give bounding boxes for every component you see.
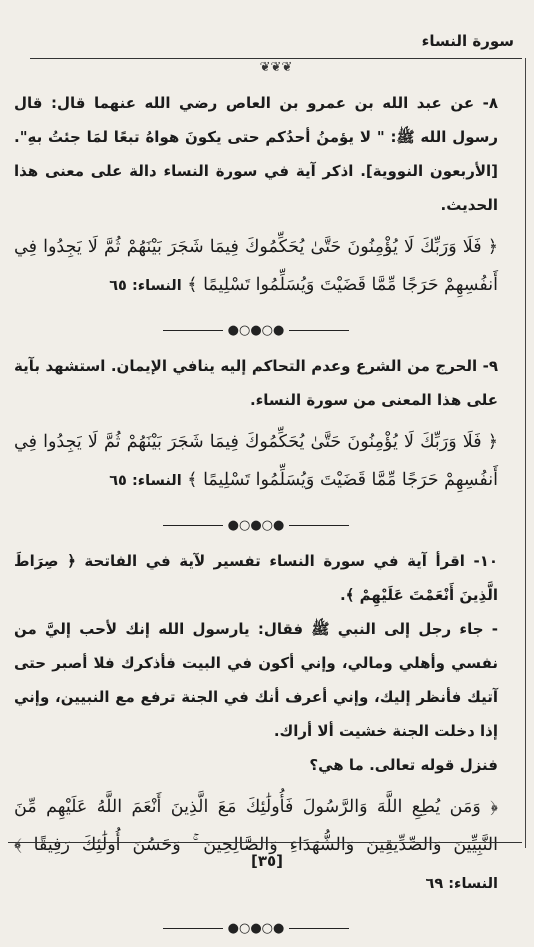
divider-ornament-icon: ●○●○● — [227, 323, 285, 338]
margin-rule — [525, 58, 526, 848]
header-rule — [30, 58, 522, 59]
header-ornament-icon: ❦❦❦ — [259, 60, 293, 75]
section-divider — [14, 917, 498, 941]
verse-reference: النساء: ٦٥ — [109, 473, 182, 489]
question-10: ١٠- اقرأ آية في سورة النساء تفسير لآية في الفاتحة ﴿ صِرَاطَ الَّذِينَ أَنْعَمْتَ عَلَيْهِمْ ﴾. — [14, 552, 498, 604]
verse-block-2 — [14, 423, 498, 500]
page-header — [30, 28, 522, 75]
page-content — [14, 86, 498, 947]
verse-block-1 — [14, 228, 498, 305]
divider-ornament-icon: ●○●○● — [227, 921, 285, 936]
verse-text: ﴿ فَلَا وَرَبِّكَ لَا يُؤْمِنُونَ حَتَّىٰ يُحَكِّمُوكَ فِيمَا شَجَرَ بَيْنَهُمْ ثُمَّ لَا يَجِدُوا فِي أَنفُسِهِمْ حَرَجًا مِّمَّا قَضَيْتَ وَيُسَلِّمُوا تَسْلِيمًا ﴾ — [14, 432, 498, 490]
page-number: [٣٥] — [250, 852, 284, 870]
surah-title: سورة النساء — [421, 32, 514, 50]
divider-ornament-icon: ●○●○● — [227, 518, 285, 533]
question-8: ٨- عن عبد الله بن عمرو بن العاص رضي الله عنهما قال: قال رسول الله ﷺ: " لا يؤمنُ أحدُكم حتى يكونَ هواهُ تبعًا لمَا جئتُ بهِ". [الأربعون النووية]. اذكر آية في سورة النساء دالة على معنى هذا الحديث. — [14, 94, 498, 214]
verse-reference: النساء: ٦٩ — [425, 876, 498, 892]
verse-reference: النساء: ٦٥ — [109, 278, 182, 294]
question-9: ٩- الحرج من الشرع وعدم التحاكم إليه ينافي الإيمان. استشهد بآية على هذا المعنى من سورة النساء. — [14, 357, 498, 409]
verse-block-3 — [14, 788, 498, 903]
verse-text: ﴿ وَمَن يُطِعِ اللَّهَ وَالرَّسُولَ فَأُولَٰئِكَ مَعَ الَّذِينَ أَنْعَمَ اللَّهُ عَلَيْهِم مِّنَ النَّبِيِّينَ وَالصِّدِّيقِينَ وَالشُّهَدَاءِ وَالصَّالِحِينَ ۚ وَحَسُنَ أُولَٰئِكَ رَفِيقًا ﴾ — [14, 797, 498, 855]
question-prompt: فنزل قوله تعالى. ما هي؟ — [309, 756, 498, 774]
section-divider — [14, 319, 498, 343]
section-divider — [14, 514, 498, 538]
hadith-text: - جاء رجل إلى النبي ﷺ فقال: يارسول الله إنك لأحب إليَّ من نفسي وأهلي ومالي، وإني أكون في البيت فأذكرك فلا أصبر حتى آتيك فأنظر إليك، وإني أعرف أنك في الجنة ترفع مع النبيين، وإني إذا دخلت الجنة خشيت ألا أراك. — [14, 620, 498, 740]
verse-text: ﴿ فَلَا وَرَبِّكَ لَا يُؤْمِنُونَ حَتَّىٰ يُحَكِّمُوكَ فِيمَا شَجَرَ بَيْنَهُمْ ثُمَّ لَا يَجِدُوا فِي أَنفُسِهِمْ حَرَجًا مِّمَّا قَضَيْتَ وَيُسَلِّمُوا تَسْلِيمًا ﴾ — [14, 237, 498, 295]
footer-rule — [8, 842, 522, 843]
